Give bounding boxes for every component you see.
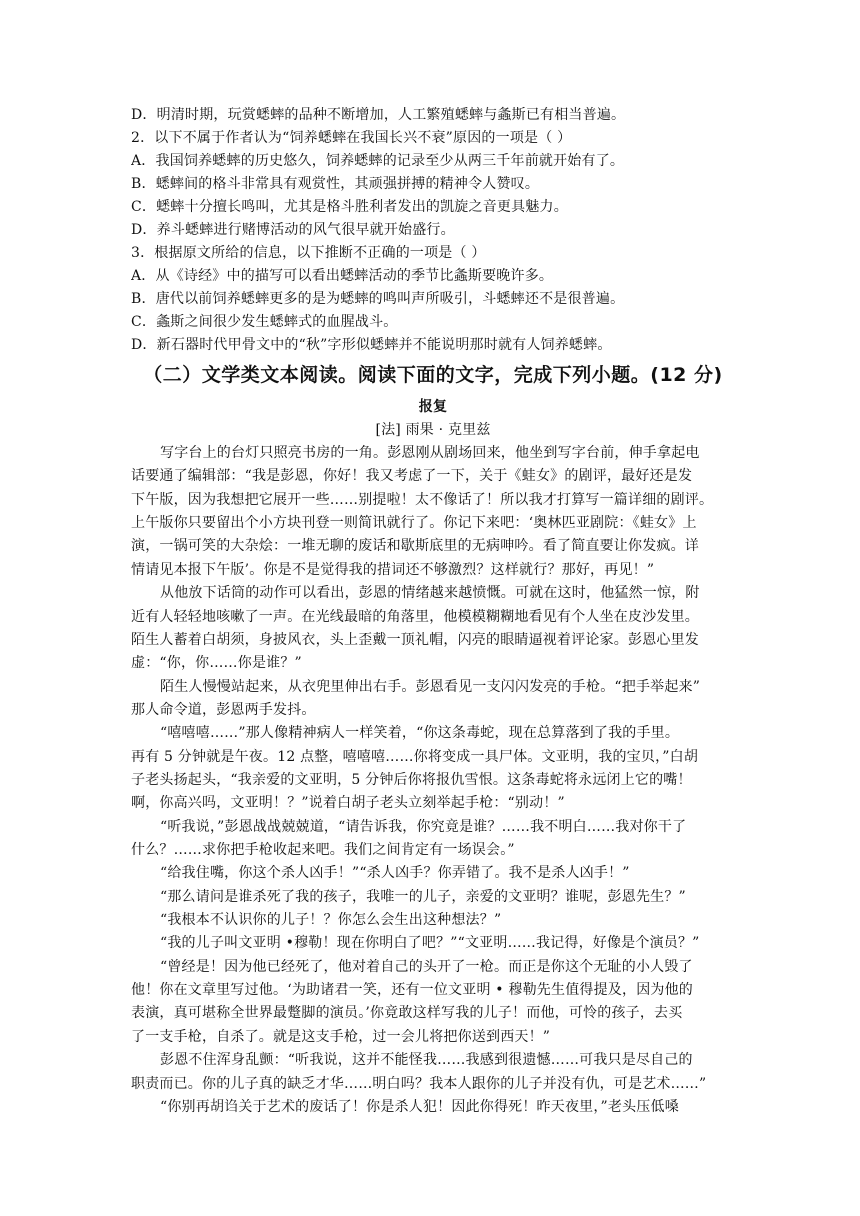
q3-option-d: D．新石器时代甲骨文中的“秋”字形似蟋蟀并不能说明那时就有人饲养蟋蟀。 bbox=[131, 337, 612, 353]
story-line: 上午版你只要留出个小方块刊登一则简讯就行了。你记下来吧：‘奥林匹亚剧院：《蛙女》上 bbox=[131, 515, 697, 531]
story-line: “我根本不认识你的儿子！？你怎么会生出这种想法？” bbox=[160, 912, 502, 928]
story-line: “听我说，”彭恩战战兢兢道，“请告诉我，你究竟是谁？……我不明白……我对你干了 bbox=[160, 818, 687, 835]
story-line: 他！你在文章里写过他。‘为助诸君一笑，还有一位文亚明 • 穆勒先生值得提及，因为他的 bbox=[131, 982, 694, 999]
story-line: “我的儿子叫文亚明 •穆勒！现在你明白了吧？”“文亚明……我记得，好像是个演员？” bbox=[160, 935, 700, 952]
q3-option-c: C．螽斯之间很少发生蟋蟀式的血腥战斗。 bbox=[131, 314, 398, 330]
story-line: 近有人轻轻地咳嗽了一声。在光线最暗的角落里，他模模糊糊地看见有个人坐在皮沙发里。 bbox=[131, 608, 699, 625]
q2-stem: 2．以下不属于作者认为“饲养蟋蟀在我国长兴不衰”原因的一项是（ ） bbox=[131, 130, 572, 146]
story-line: 演，一锅可笑的大杂烩：一堆无聊的废话和歇斯底里的无病呻吟。看了简直要让你发疯。详 bbox=[131, 538, 699, 555]
story-line: 啊，你高兴吗，文亚明！？”说着白胡子老头立刻举起手枪：“别动！” bbox=[131, 795, 565, 812]
story-line: 情请见本报下午版’。你是不是觉得我的措词还不够激烈？这样就行？那好，再见！” bbox=[131, 561, 655, 578]
story-line: 表演，真可堪称全世界最蹩脚的演员。’你竟敢这样写我的儿子！而他，可怜的孩子，去买 bbox=[131, 1005, 683, 1022]
story-author: [法] 雨果 · 克里兹 bbox=[375, 422, 491, 438]
story-line: 那人命令道，彭恩两手发抖。 bbox=[131, 701, 316, 718]
story-line: 话要通了编辑部：“我是彭恩，你好！我又考虑了一下，关于《蛙女》的剧评，最好还是发 bbox=[131, 468, 693, 485]
story-line: 彭恩不住浑身乱颤：“听我说，这并不能怪我……我感到很遗憾……可我只是尽自己的 bbox=[160, 1052, 693, 1069]
section-heading: （二）文学类文本阅读。阅读下面的文字，完成下列小题。(12 分) bbox=[143, 364, 723, 386]
story-line: 虚：“你，你……你是谁？” bbox=[131, 655, 302, 672]
story-line: 什么？……求你把手枪收起来吧。我们之间肯定有一场误会。” bbox=[131, 842, 515, 858]
story-line: 下午版，因为我想把它展开一些……别提啦！太不像话了！所以我才打算写一篇详细的剧评。 bbox=[131, 491, 714, 508]
q1-option-d: D．明清时期，玩赏蟋蟀的品种不断增加，人工繁殖蟋蟀与螽斯已有相当普遍。 bbox=[131, 107, 626, 123]
story-line: 再有 5 分钟就是午夜。12 点整，嘻嘻嘻……你将变成一具尸体。文亚明，我的宝贝，”白胡 bbox=[131, 748, 699, 765]
story-line: 写字台上的台灯只照亮书房的一角。彭恩刚从剧场回来，他坐到写字台前，伸手拿起电 bbox=[160, 445, 700, 461]
story-line: “给我住嘴，你这个杀人凶手！”“杀人凶手？你弄错了。我不是杀人凶手！” bbox=[160, 865, 630, 882]
story-line: “嘻嘻嘻……”那人像精神病人一样笑着，“你这条毒蛇，现在总算落到了我的手里。 bbox=[160, 725, 680, 742]
story-line: “曾经是！因为他已经死了，他对着自己的头开了一枪。而正是你这个无耻的小人毁了 bbox=[160, 958, 693, 975]
q3-option-b: B．唐代以前饲养蟋蟀更多的是为蟋蟀的鸣叫声所吸引，斗蟋蟀还不是很普遍。 bbox=[131, 291, 625, 307]
story-title: 报复 bbox=[418, 399, 448, 415]
q2-option-d: D．养斗蟋蟀进行赌博活动的风气很早就开始盛行。 bbox=[131, 222, 455, 238]
story-line: 从他放下话筒的动作可以看出，彭恩的情绪越来越愤慨。可就在这时，他猛然一惊，附 bbox=[160, 585, 700, 602]
q2-option-c: C．蟋蟀十分擅长鸣叫，尤其是格斗胜利者发出的凯旋之音更具魅力。 bbox=[131, 199, 568, 215]
story-line: 子老头扬起头，“我亲爱的文亚明，5 分钟后你将报仇雪恨。这条毒蛇将永远闭上它的嘴！ bbox=[131, 771, 692, 788]
q3-stem: 3．根据原文所给的信息，以下推断不正确的一项是（ ） bbox=[131, 245, 486, 261]
q3-option-a: A．从《诗经》中的描写可以看出蟋蟀活动的季节比螽斯要晚许多。 bbox=[131, 268, 554, 284]
story-line: 陌生人慢慢站起来，从衣兜里伸出右手。彭恩看见一支闪闪发亮的手枪。“把手举起来” bbox=[160, 678, 701, 695]
story-line: “那么请问是谁杀死了我的孩子，我唯一的儿子，亲爱的文亚明？谁呢，彭恩先生？” bbox=[160, 888, 686, 905]
story-line: “你别再胡诌关于艺术的废话了！你是杀人犯！因此你得死！昨天夜里，”老头压低嗓 bbox=[160, 1098, 679, 1115]
story-line: 了一支手枪，自杀了。就是这支手枪，过一会儿将把你送到西天！” bbox=[131, 1028, 551, 1045]
q2-option-b: B．蟋蟀间的格斗非常具有观赏性，其顽强拼搏的精神令人赞叹。 bbox=[131, 176, 540, 192]
story-line: 陌生人蓄着白胡须，身披风衣，头上歪戴一顶礼帽，闪亮的眼睛逼视着评论家。彭恩心里发 bbox=[131, 631, 699, 648]
story-line: 职责而已。你的儿子真的缺乏才华……明白吗？我本人跟你的儿子并没有仇，可是艺术……” bbox=[131, 1075, 707, 1092]
q2-option-a: A．我国饲养蟋蟀的历史悠久，饲养蟋蟀的记录至少从两三千年前就开始有了。 bbox=[131, 153, 625, 169]
